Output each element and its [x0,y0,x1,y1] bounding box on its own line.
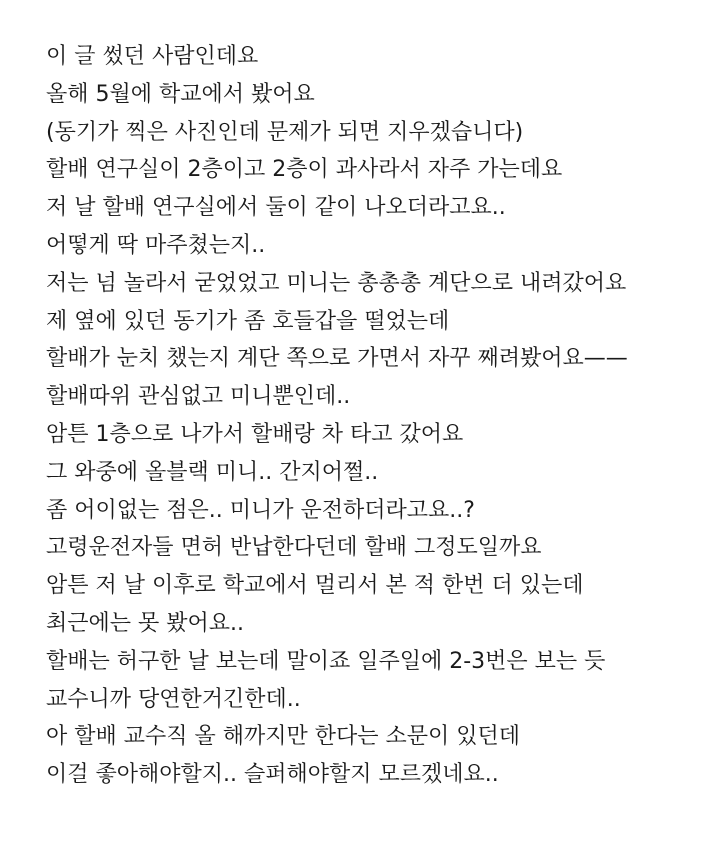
post-body [46,38,706,794]
post-line: 암튼 1층으로 나가서 할배랑 차 타고 갔어요 [46,421,464,447]
post-line: 최근에는 못 봤어요.. [46,610,244,636]
post-line: 이 글 썼던 사람인데요 [46,44,259,69]
post-line: 할배따위 관심없고 미니뿐인데.. [46,384,351,410]
post-line: 할배는 허구한 날 보는데 말이죠 일주일에 2-3번은 보는 듯 [46,648,606,674]
post-line: 좀 어이없는 점은.. 미니가 운전하더라고요..? [46,497,475,523]
post-line: 할배 연구실이 2층이고 2층이 과사라서 자주 가는데요 [46,157,563,183]
post-line: 할배가 눈치 챘는지 계단 쪽으로 가면서 자꾸 째려봤어요—— [46,346,628,372]
post-line: 그 와중에 올블랙 미니.. 간지어쩔.. [46,459,379,485]
post-line: 저 날 할배 연구실에서 둘이 같이 나오더라고요.. [46,195,506,221]
post-line: 교수니까 당연한거긴한데.. [46,686,301,712]
post-line: 제 옆에 있던 동기가 좀 호들갑을 떨었는데 [46,308,450,334]
post-line: 저는 넘 놀라서 굳었었고 미니는 총총총 계단으로 내려갔어요 [46,270,627,296]
post-line: 이걸 좋아해야할지.. 슬퍼해야할지 모르겠네요.. [46,762,499,788]
post-line: 어떻게 딱 마주쳤는지.. [46,232,266,258]
post-line: 아 할배 교수직 올 해까지만 한다는 소문이 있던데 [46,724,520,750]
post-line: (동기가 찍은 사진인데 문제가 되면 지우겠습니다) [46,119,524,145]
post-line: 올해 5월에 학교에서 봤어요 [46,81,315,107]
post-line: 암튼 저 날 이후로 학교에서 멀리서 본 적 한번 더 있는데 [46,573,584,599]
post-line: 고령운전자들 면허 반납한다던데 할배 그정도일까요 [46,535,542,561]
